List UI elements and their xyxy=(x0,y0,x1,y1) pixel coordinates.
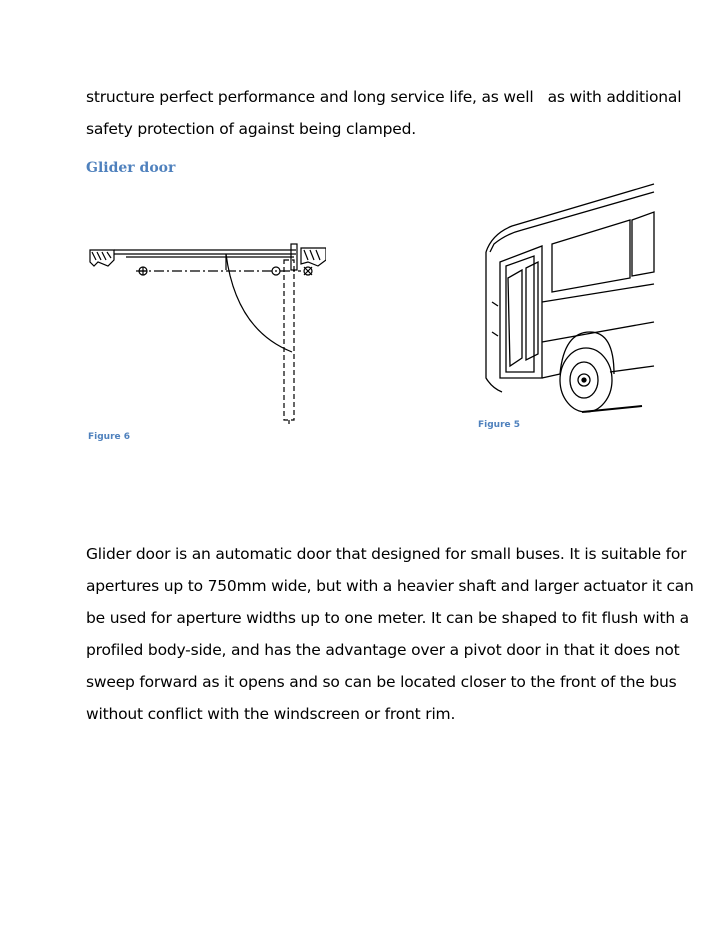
bus-glider-door-illustration xyxy=(482,182,658,420)
figure-6-caption: Figure 6 xyxy=(88,432,131,442)
intro-line-2: safety protection of against being clamped. xyxy=(86,120,417,138)
body-line-6: without conflict with the windscreen or front rim. xyxy=(86,705,456,723)
body-line-5: sweep forward as it opens and so can be located closer to the front of the bus xyxy=(86,673,677,691)
figure-5-caption: Figure 5 xyxy=(478,420,521,430)
body-line-4: profiled body-side, and has the advantage over a pivot door in that it does not xyxy=(86,641,680,659)
body-line-2: apertures up to 750mm wide, but with a heavier shaft and larger actuator it can xyxy=(86,577,694,595)
body-line-3: be used for aperture widths up to one meter. It can be shaped to fit flush with a xyxy=(86,609,689,627)
section-heading: Glider door xyxy=(86,160,176,176)
intro-line-1: structure perfect performance and long service life, as well as with additional xyxy=(86,88,682,106)
body-line-1: Glider door is an automatic door that designed for small buses. It is suitable for xyxy=(86,545,687,563)
glider-door-plan-diagram xyxy=(86,240,326,430)
